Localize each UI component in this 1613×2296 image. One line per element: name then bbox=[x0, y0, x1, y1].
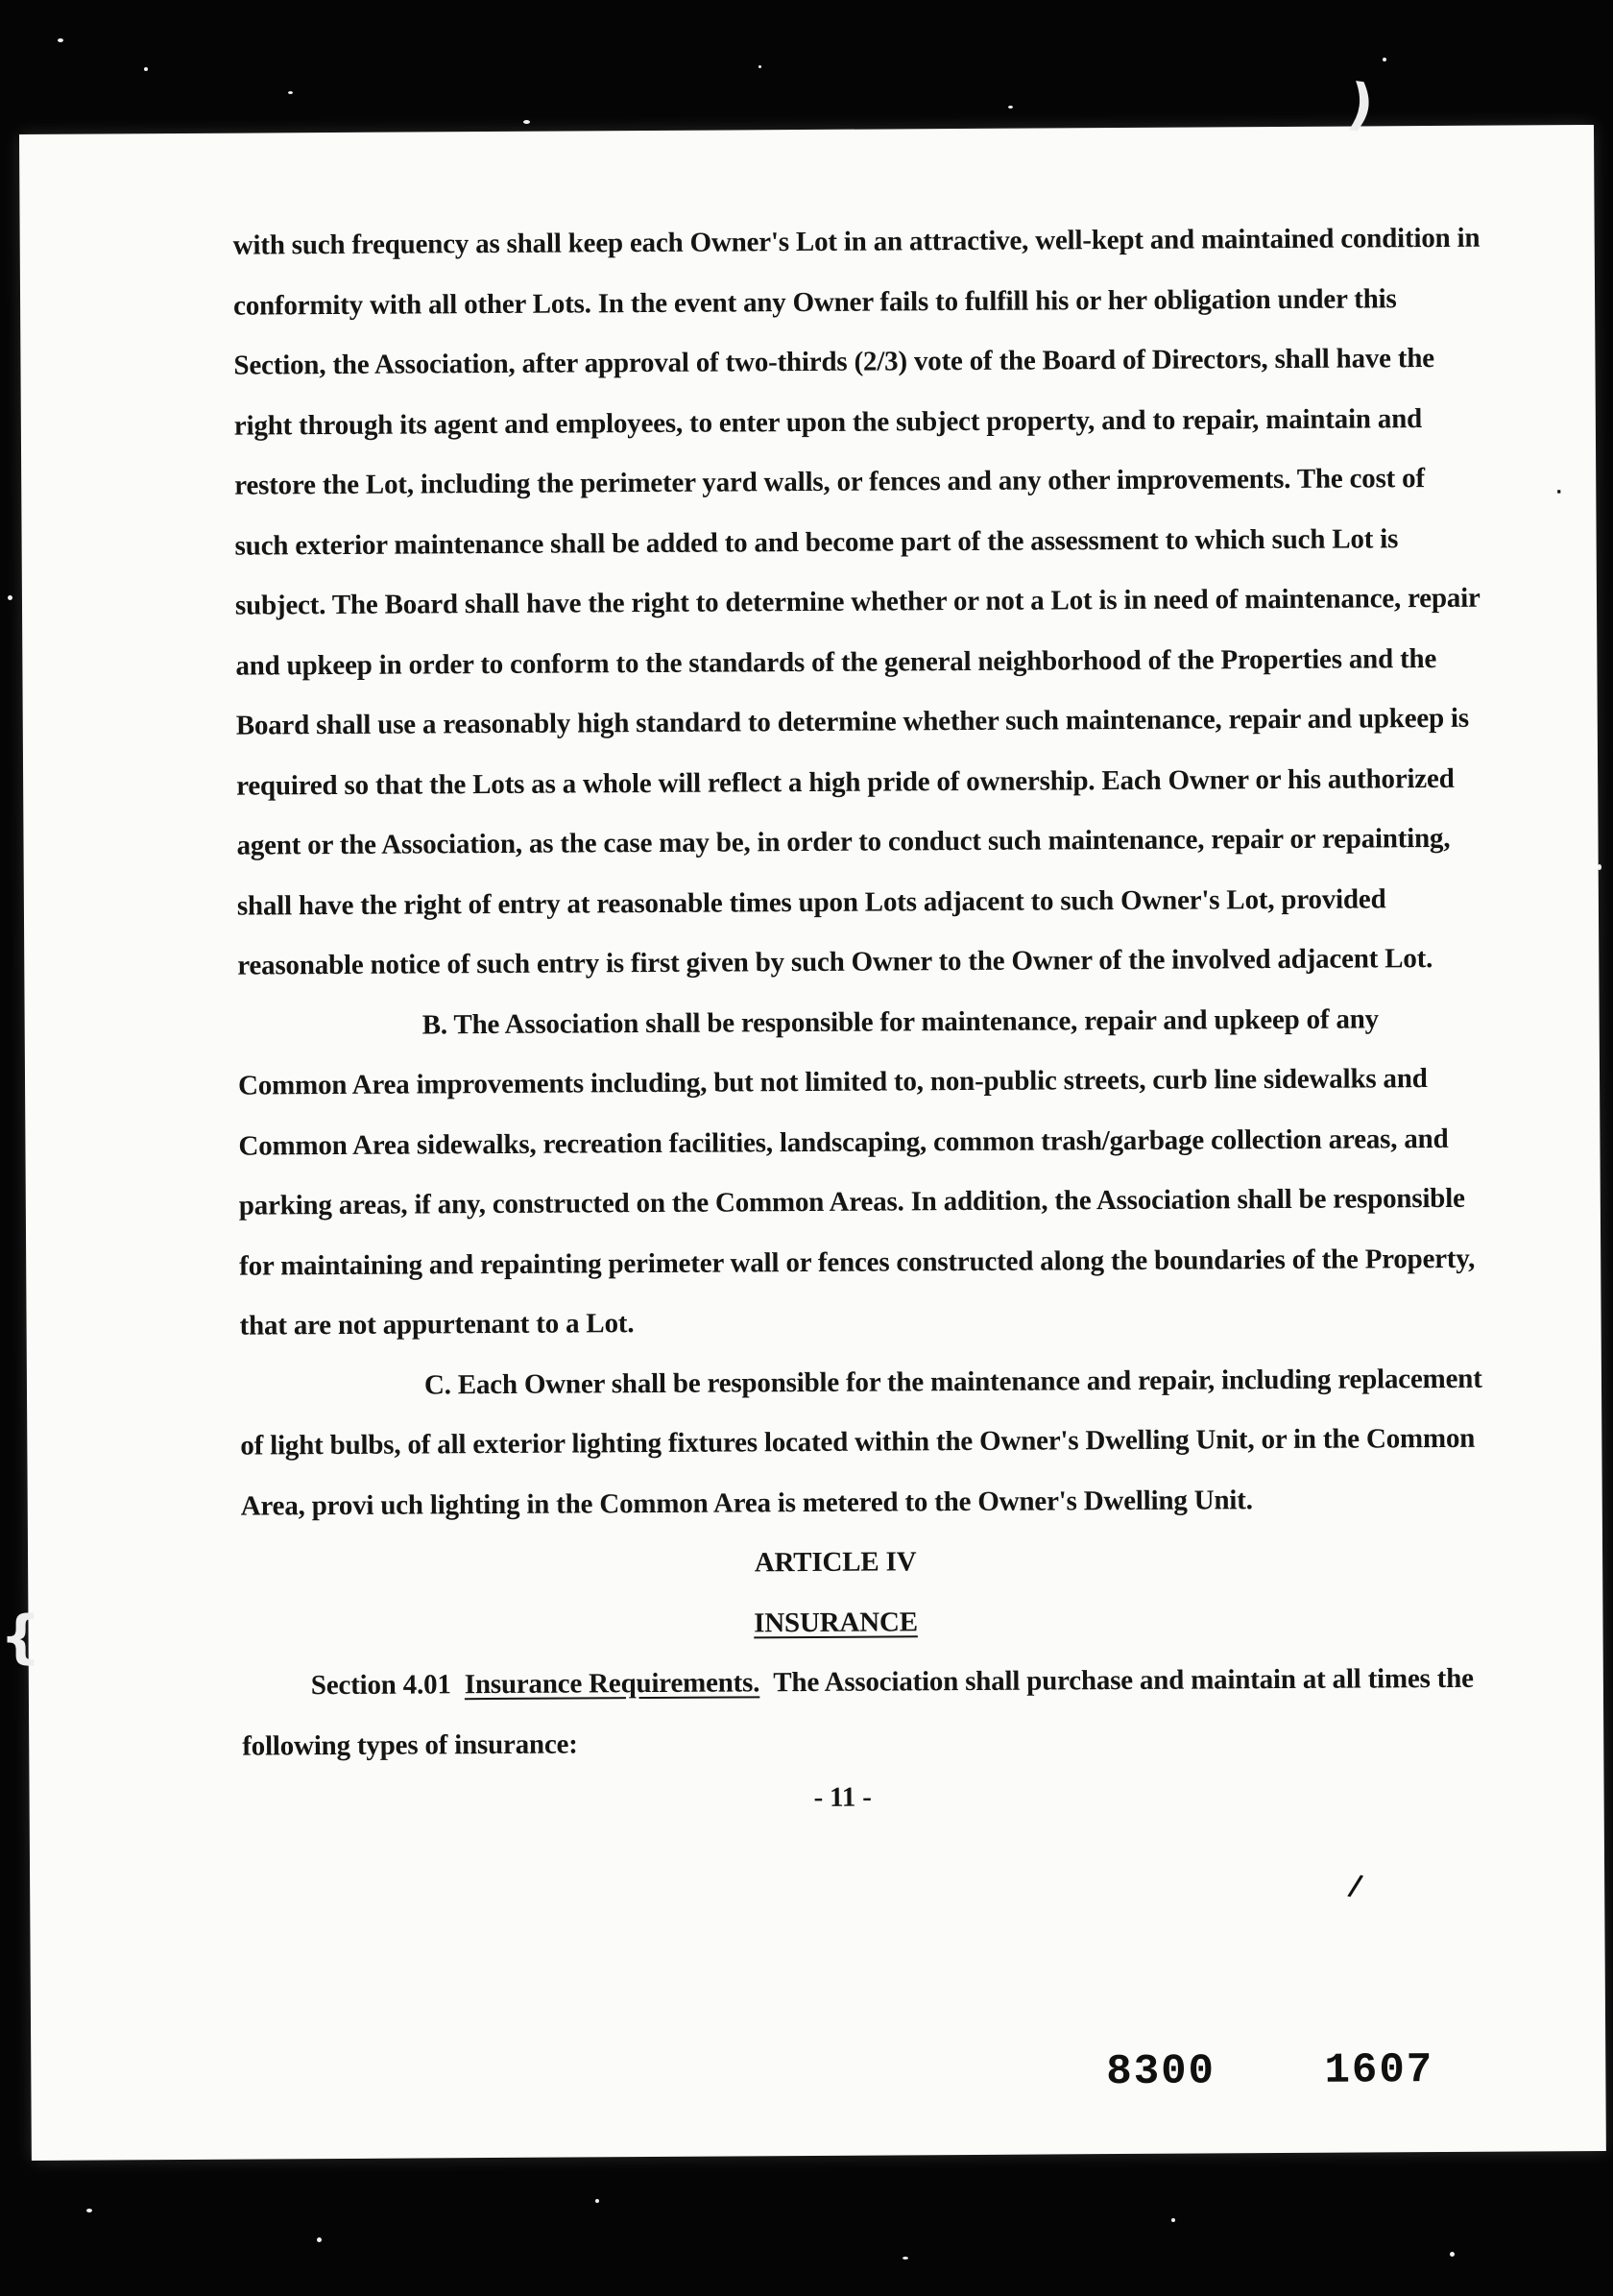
binding-mark: { bbox=[0, 1604, 41, 1671]
section-title: Insurance Requirements. bbox=[464, 1667, 760, 1701]
section-number: Section 4.01 bbox=[310, 1669, 451, 1702]
maintenance-paragraph: with such frequency as shall keep each Owner's Lot in an attractive, well-kept and maintained condition in conformity with all other Lots. In the event any Owner fails to fulfill his or her obligation under this Section, the Association, after approval of two-thirds (2/3) vote of the Board of Directors, shall have the right through its agent and employees, to enter upon the subject property, and to repair, maintain and restore the Lot, including the perimeter yard walls, or fences and any other improvements. The cost of such exterior maintenance shall be added to and become part of the assessment to which such Lot is subject. The Board shall have the right to determine whether or not a Lot is in need of maintenance, repair and upkeep in order to conform to the standards of the general neighborhood of the Properties and the Board shall use a reasonably high standard to determine whether such maintenance, repair and upkeep is required so that the Lots as a whole will reflect a high pride of ownership. Each Owner or his authorized agent or the Association, as the case may be, in order to conduct such maintenance, repair or repainting, shall have the right of entry at reasonable times upon Lots adjacent to such Owner's Lot, provided reasonable notice of such entry is first given by such Owner to the Owner of the involved adjacent Lot. bbox=[232, 222, 1481, 981]
stray-border-mark: ) bbox=[1343, 70, 1379, 139]
document-page bbox=[19, 125, 1606, 2161]
article-title bbox=[241, 1588, 1489, 1656]
paragraph-c: C. Each Owner shall be responsible for the maintenance and repair, including replacement of light bulbs, of all exterior lighting fixtures located within the Owner's Dwelling Unit, or in the Common Area, provi uch lighting in the Common Area is metered to the Owner's Dwelling Unit. bbox=[240, 1363, 1482, 1522]
section-text: The Association shall purchase and maintain at all times the following types of insurance: bbox=[242, 1662, 1474, 1762]
stray-dot: · bbox=[1555, 482, 1563, 503]
document-body bbox=[233, 208, 1491, 1826]
recording-number: 8300 1607 bbox=[1106, 2046, 1434, 2097]
section-4-01-paragraph bbox=[242, 1649, 1491, 1776]
article-title-text: INSURANCE bbox=[754, 1606, 918, 1638]
page-number: - 11 - bbox=[813, 1781, 872, 1813]
paragraph-b: B. The Association shall be responsible for maintenance, repair and upkeep of any Common Area improvements including, but not limited to, non-public streets, curb line sidewalks and Common Area sidewalks, recreation facilities, landscaping, common trash/garbage collection areas, and parking areas, if any, constructed on the Common Areas. In addition, the Association shall be responsible for maintaining and repainting perimeter wall or fences constructed along the boundaries of the Property, that are not appurtenant to a Lot. bbox=[237, 1003, 1476, 1341]
stray-mark: / bbox=[1345, 1868, 1365, 1904]
article-heading: ARTICLE IV bbox=[754, 1546, 917, 1579]
